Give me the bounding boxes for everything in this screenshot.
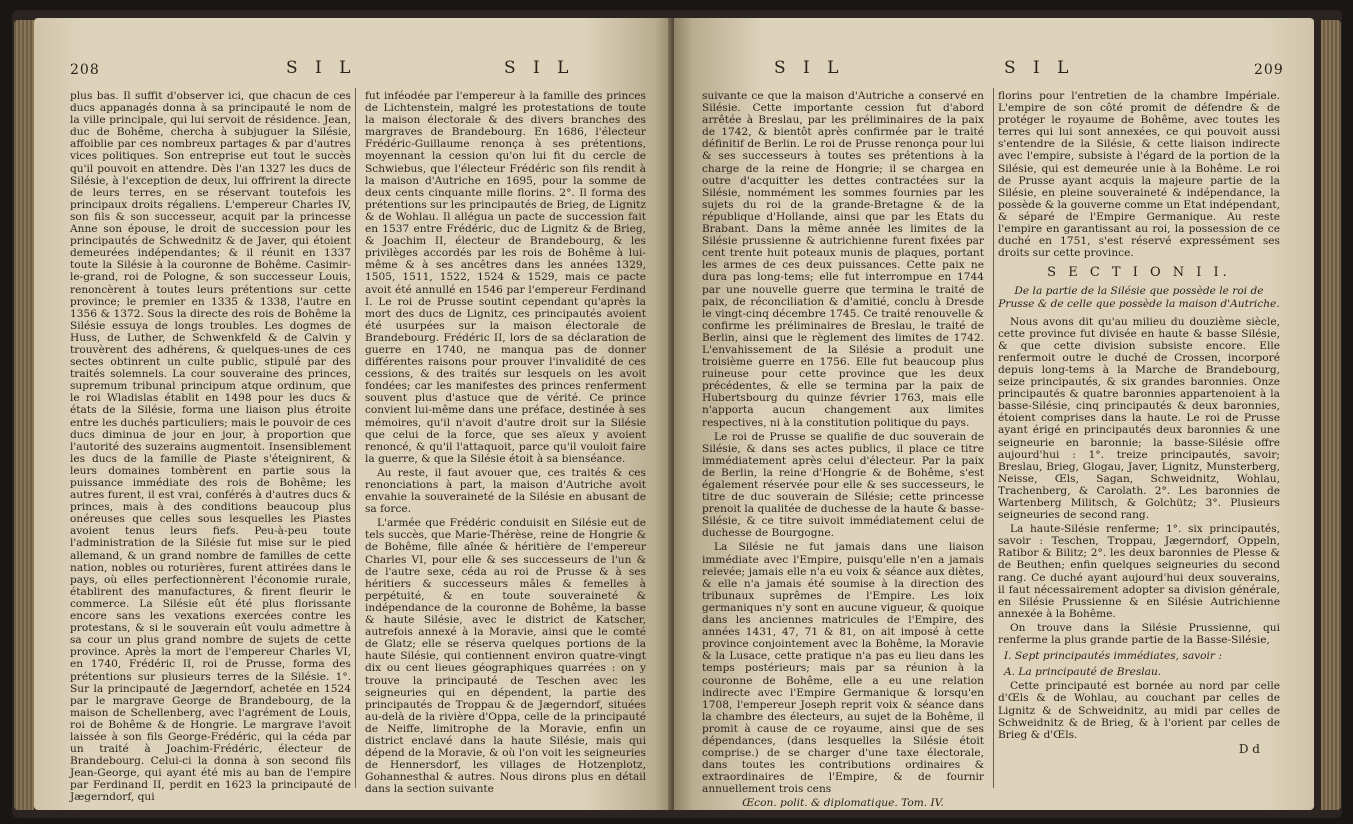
right-page: [674, 18, 1314, 810]
paragraph: La haute-Silésie renferme; 1°. six principautés, savoir : Teschen, Troppau, Jægerndorf, Oppeln, Ratibor & Bilitz; 2°. les deux baronnies de Plesse & de Beuthen; enfin quelques seigneuries du second rang. Ce duché ayant aujourd'hui deux souverains, il faut nécessairement adopter sa division générale, en Silésie Prussienne & en Silésie Autrichienne annexée à la Bohême.: [998, 523, 1280, 620]
paragraph: plus bas. Il suffit d'observer ici, que chacun de ces ducs appanagés donna à sa principauté le nom de la ville principale, qui lui servoit de résidence. Jean, duc de Bohême, chercha à subjuguer la Silésie, affoiblie par ces nombreux partages & par d'autres vices politiques. Son entreprise eut tout le succès qu'il pouvoit en attendre. Dès l'an 1327 les ducs de Silésie, à l'exception de deux, lui offrirent la directe de leurs terres, en se réservant toutefois les principaux droits régaliens. L'empereur Charles IV, son fils & son successeur, acquit par la princesse Anne son épouse, le droit de succession pour les principautés de Schwednitz & de Javer, qui étoient demeurées indépendantes; & il réunit en 1337 toute la Silésie à la couronne de Bohême. Casimir-le-grand, roi de Pologne, & son successeur Louis, renoncèrent à toutes leurs prétentions sur cette province; le premier en 1335 & 1338, l'autre en 1356 & 1372. Sous la directe des rois de Bohême la Silésie essuya de longs troubles. Les dogmes de Huss, de Luther, de Schwenkfeld & de Calvin y trouvèrent des adhérens, & quelques-unes de ces sectes obtinrent un culte public, stipulé par des traités solemnels. La cour souveraine des princes, supremum tribunal principum atque ordinum, que le roi Wladislas établit en 1498 pour les ducs & états de la Silésie, forma une liaison plus étroite entre les duchés particuliers; mais le pouvoir de ces ducs diminua de jour en jour, à proportion que l'autorité des suzerains augmentoit. Insensiblement les ducs de la famille de Piaste s'éteignirent, & leurs domaines tombèrent en partie sous la puissance immédiate des rois de Bohême; les autres furent, il est vrai, conférés à d'autres ducs & princes, mais à des conditions beaucoup plus onéreuses que celles sous lesquelles les Piastes avoient tenus leurs fiefs. Peu-à-peu toute l'administration de la Silésie fut mise sur le pied allemand, & un grand nombre de familles de cette nation, nobles ou roturières, furent attirées dans le pays, où elles perfectionnèrent l'économie rurale, établirent des manufactures, & firent fleurir le commerce. La Silésie eût été plus florissante encore sans les vexations exercées contre les protestans, & si le souverain eût voulu admettre à sa cour un plus grand nombre de sujets de cette province. Après la mort de l'empereur Charles VI, en 1740, Frédéric II, roi de Prusse, forma des prétentions sur plusieurs terres de la Silésie. 1°. Sur la principauté de Jægerndorf, achetée en 1524 par le margrave George de Brandebourg, de la maison de Schellenberg, avec l'agrément de Louis, roi de Bohême & de Hongrie. Le margrave l'avoit laissée à son fils George-Frédéric, qui la céda par un traité à Joachim-Frédéric, électeur de Brandebourg. Celui-ci la donna à son second fils Jean-George, qui ayant été mis au ban de l'empire par Ferdinand II, perdit en 1623 la principauté de Jægerndorf, qui: [70, 90, 351, 804]
running-head-2: S I L: [504, 58, 575, 78]
column-rule: [993, 88, 994, 788]
left-column-2: [365, 90, 647, 796]
paragraph: suivante ce que la maison d'Autriche a conservé en Silésie. Cette importante cession fut d'abord arrêtée à Breslau, par les préliminaires de la paix de 1742, & bientôt après confirmée par le traité définitif de Berlin. Le roi de Prusse renonça pour lui & ses successeurs à toutes ses prétentions à la charge de la reine de Hongrie; il se chargea en outre d'acquitter les dettes contractées sur la Silésie, nommément les sommes fournies par les sujets du roi de la grande-Bretagne & de la république d'Hollande, ainsi que par les Etats du Brabant. Dans la même année les limites de la Silésie prussienne & autrichienne furent fixées par cent trente huit poteaux munis de plaques, portant les armes de ces deux puissances. Cette paix ne dura pas long-tems; elle fut interrompue en 1744 par une nouvelle guerre que termina le traité de paix, de réconciliation & d'amitié, conclu à Dresde le vingt-cinq décembre 1745. Ce traité renouvelle & confirme les préliminaires de Breslau, le traité de Berlin, ainsi que le règlement des limites de 1742. L'envahissement de la Silésie a produit une troisième guerre en 1756. Elle fut beaucoup plus ruineuse pour cette province que les deux précédentes, & elle se termina par la paix de Hubertsbourg du quinze février 1763, mais elle n'apporta aucun changement aux limites respectives, ni à la constitution politique du pays.: [702, 90, 984, 429]
footer-note: Œcon. polit. & diplomatique. Tom. IV.: [742, 797, 944, 810]
subheading: I. Sept principautés immédiates, savoir :: [1004, 650, 1222, 663]
paragraph: On trouve dans la Silésie Prussienne, qui renferme la plus grande partie de la Basse-Silésie,: [998, 621, 1280, 647]
left-page-edges: [14, 20, 34, 810]
paragraph: Nous avons dit qu'au milieu du douzième siècle, cette province fut divisée en haute & basse Silésie, & que cette division subsiste encore. Elle renfermoit outre le duché de Crossen, incorporé depuis long-tems à la Marche de Brandebourg, seize principautés, & six grandes baronnies. Onze principautés & quatre baronnies appartenoient à la basse-Silésie, cinq principautés & deux baronnies, étoient comprises dans la haute. Le roi de Prusse ayant érigé en principautés deux baronnies & une seigneurie en baronnie; la basse-Silésie offre aujourd'hui : 1°. treize principautés, savoir; Breslau, Brieg, Glogau, Javer, Lignitz, Munsterberg, Neisse, Œls, Sagan, Schweidnitz, Wohlau, Trachenberg, & Carolath. 2°. Les baronnies de Wartenberg Militsch, & Golchütz; 3°. Plusieurs seigneuries de second rang.: [998, 315, 1280, 522]
right-page-header: [674, 58, 1314, 84]
page-number: 208: [70, 62, 100, 78]
paragraph: La Silésie ne fut jamais dans une liaison immédiate avec l'Empire, puisqu'elle n'en a jamais relevée; jamais elle n'a eu voix & séance aux diètes, & elle n'a jamais été soumise à la direction des tribunaux suprêmes de l'Empire. Les loix germaniques n'y sont en aucune vigueur, & quoique dans les anciennes matricules de l'Empire, des années 1431, 47, 71 & 81, on ait imposé à cette province conjointement avec la Bohême, la Moravie & la Lusace, cette pratique n'a pas eu lieu dans les temps postérieurs; mais par sa réunion à la couronne de Bohême, elle a eu une relation indirecte avec l'Empire Germanique & lorsqu'en 1708, l'empereur Joseph reprit voix & séance dans la chambre des électeurs, au sujet de la Bohême, il promit à cause de ce royaume, ainsi que de ses dépendances, (dans lesquelles la Silésie étoit comprise.) de se charger d'une taxe électorale, dans toutes les contributions ordinaires & extraordinaires de l'Empire, & de fournir annuellement trois cens: [702, 541, 984, 796]
paragraph: Au reste, il faut avouer que, ces traités & ces renonciations à part, la maison d'Autriche avoit envahie la souveraineté de la Silésie en abusant de sa force.: [365, 466, 646, 516]
column-rule: [355, 88, 356, 788]
right-page-edges: [1321, 20, 1341, 810]
left-page: [34, 18, 674, 810]
right-column-2: [998, 90, 1280, 788]
section-title: S E C T I O N I I.: [1047, 265, 1231, 281]
right-column-1: [702, 90, 984, 810]
section-subtitle: De la partie de la Silésie que possède le roi de Prusse & de celle que possède la maison d'Autriche.: [998, 285, 1280, 310]
signature-mark: D d: [1238, 741, 1260, 756]
paragraph: L'armée que Frédéric conduisit en Silésie eut de tels succès, que Marie-Thérèse, reine de Hongrie & de Bohême, fille aînée & héritière de l'empereur Charles VI, pour elle & ses successeurs de l'un & de l'autre sexe, céda au roi de Prusse & à ses héritiers & successeurs mâles & femelles à perpétuité, & en toute souveraineté & indépendance de la couronne de Bohême, la basse & haute Silésie, avec le district de Katscher, autrefois annexé à la Moravie, ainsi que le comté de Glatz; elle se réserva quelques portions de la haute Silésie, qui contiennent environ quatre-vingt dix ou cent lieues géographiques quarrées : on y trouve la principauté de Teschen avec les seigneuries qui en dépendent, la partie des principautés de Troppau & de Jægerndorf, situées au-delà de la rivière d'Oppa, celle de la principauté de Neiffe, limitrophe de la Moravie, enfin un district enclavé dans la haute Silésie, mais qui dépend de la Moravie, & où l'on voit les seigneuries de Hennersdorf, les villages de Hotzenplotz, Gohannesthal & autres. Nous dirons plus en détail dans la section suivante: [365, 517, 646, 796]
paragraph: florins pour l'entretien de la chambre Impériale. L'empire de son côté promit de défendre & de protéger le royaume de Bohême, avec toutes les terres qui lui sont annexées, ce qui pouvoit aussi s'entendre de la Silésie, & cette liaison indirecte avec l'empire, subsiste à l'égard de la portion de la Silésie, qui est demeurée unie à la Bohême. Le roi de Prusse ayant acquis la majeure partie de la Silésie, en pleine souveraineté & indépendance, la possède & la gouverne comme un Etat indépendant, & séparé de l'Empire Germanique. Au reste l'empire en garantissant au roi, la possession de ce duché en 1751, s'est réservé expressément ses droits sur cette province.: [998, 90, 1281, 260]
left-page-header: [34, 58, 674, 84]
paragraph: Le roi de Prusse se qualifie de duc souverain de Silésie, & dans ses actes publics, il place ce titre immédiatement après celui d'électeur. Par la paix de Berlin, la reine d'Hongrie & de Bohême, s'est également réservée pour elle & ses successeurs, le titre de duc souverain de Silésie; cette princesse prenoit la qualitée de duchesse de la haute & basse-Silésie, & ce titre suivoit immédiatement celui de duchesse de Bourgogne.: [702, 430, 984, 540]
left-column-1: [70, 90, 351, 804]
paragraph: Cette principauté est bornée au nord par celle d'Œls & de Wohlau, au couchant par celles de Lignitz & de Schweidnitz, au midi par celles de Schweidnitz & de Brieg, & à l'orient par celles de Brieg & d'Œls.: [998, 680, 1280, 741]
subheading: A. La principauté de Breslau.: [1004, 666, 1162, 679]
page-number: 209: [1254, 62, 1284, 78]
running-head-2: S I L: [1004, 58, 1075, 78]
paragraph: fut inféodée par l'empereur à la famille des princes de Lichtenstein, malgré les protestations de toute la maison électorale & des divers branches des margraves de Brandebourg. En 1686, l'électeur Frédéric-Guillaume renonça à ses prétentions, moyennant la cession qu'on lui fit du cercle de Schwiebus, que l'électeur Frédéric son fils rendit à la maison d'Autriche en 1695, pour la somme de deux cents cinquante mille florins. 2°. Il forma des prétentions sur les principautés de Brieg, de Lignitz & de Wohlau. Il allégua un pacte de succession fait en 1537 entre Frédéric, duc de Lignitz & de Brieg, & Joachim II, électeur de Brandebourg, & les privilèges accordés par les rois de Bohême à lui-même & à ses ancêtres dans les années 1329, 1505, 1511, 1522, 1524 & 1529, mais ce pacte avoit été annullé en 1546 par l'empereur Ferdinand I. Le roi de Prusse soutint cependant qu'après la mort des ducs de Lignitz, ces principautés avoient été usurpées sur la maison électorale de Brandebourg. Frédéric II, lors de sa déclaration de guerre en 1740, ne manqua pas de donner différentes raisons pour prouver l'invalidité de ces cessions, & des traités sur lesquels on les avoit fondées; car les manifestes des princes renferment souvent plus d'astuce que de vérité. Ce prince convient lui-même dans une préface, destinée à ses mémoires, qu'il n'avoit d'autre droit sur la Silésie que celui de la force, que ses aïeux y avoient renoncé, & qu'il l'attaquoit, parce qu'il vouloit faire la guerre, & que la Silésie étoit à sa bienséance.: [365, 90, 647, 465]
running-head: S I L: [774, 58, 845, 78]
right-page-columns: [702, 90, 1281, 810]
left-page-columns: [70, 90, 647, 804]
running-head: S I L: [286, 58, 357, 78]
